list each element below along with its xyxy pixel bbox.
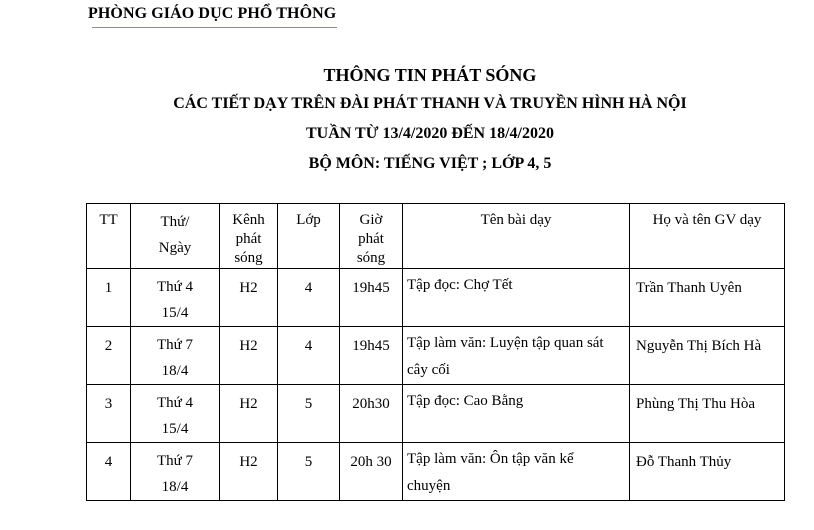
cell-tt: 2 [87, 327, 131, 385]
cell-tt: 1 [87, 269, 131, 327]
cell-channel: H2 [220, 269, 278, 327]
header-day: Thứ/ Ngày [131, 204, 220, 269]
cell-day: Thứ 4 15/4 [131, 385, 220, 443]
header-lesson: Tên bài dạy [403, 204, 630, 269]
cell-day: Thứ 4 15/4 [131, 269, 220, 327]
cell-time: 19h45 [340, 327, 403, 385]
table-header-row [87, 204, 785, 269]
cell-grade: 5 [278, 385, 340, 443]
cell-day: Thứ 7 18/4 [131, 443, 220, 501]
week-range: TUẦN TỪ 13/4/2020 ĐẾN 18/4/2020 [305, 125, 554, 142]
header-time: Giờ phát sóng [340, 204, 403, 269]
department-underline [92, 27, 337, 28]
cell-channel: H2 [220, 443, 278, 501]
cell-channel: H2 [220, 327, 278, 385]
cell-day: Thứ 7 18/4 [131, 327, 220, 385]
cell-grade: 4 [278, 269, 340, 327]
cell-teacher: Nguyễn Thị Bích Hà [630, 327, 785, 385]
cell-lesson: Tập làm văn: Luyện tập quan sát cây cối [403, 327, 630, 385]
cell-grade: 5 [278, 443, 340, 501]
cell-grade: 4 [278, 327, 340, 385]
department-name: PHÒNG GIÁO DỤC PHỔ THÔNG [88, 5, 337, 22]
document-subtitle: CÁC TIẾT DẠY TRÊN ĐÀI PHÁT THANH VÀ TRUYỀN HÌNH HÀ NỘI [173, 95, 687, 112]
cell-tt: 4 [87, 443, 131, 501]
cell-channel: H2 [220, 385, 278, 443]
cell-lesson: Tập đọc: Chợ Tết [403, 269, 630, 327]
header-grade: Lớp [278, 204, 340, 269]
cell-time: 20h30 [340, 385, 403, 443]
table-row [87, 443, 785, 501]
subject-grade: BỘ MÔN: TIẾNG VIỆT ; LỚP 4, 5 [308, 155, 552, 172]
cell-teacher: Đỗ Thanh Thủy [630, 443, 785, 501]
cell-teacher: Phùng Thị Thu Hòa [630, 385, 785, 443]
header-teacher: Họ và tên GV dạy [630, 204, 785, 269]
table-row [87, 327, 785, 385]
table-row [87, 385, 785, 443]
broadcast-schedule-table [86, 203, 785, 501]
cell-tt: 3 [87, 385, 131, 443]
cell-time: 20h 30 [340, 443, 403, 501]
cell-lesson: Tập đọc: Cao Bằng [403, 385, 630, 443]
header-channel: Kênh phát sóng [220, 204, 278, 269]
cell-lesson: Tập làm văn: Ôn tập văn kể chuyện [403, 443, 630, 501]
table-row [87, 269, 785, 327]
header-tt: TT [87, 204, 131, 269]
document-title: THÔNG TIN PHÁT SÓNG [323, 65, 537, 85]
cell-time: 19h45 [340, 269, 403, 327]
cell-teacher: Trần Thanh Uyên [630, 269, 785, 327]
